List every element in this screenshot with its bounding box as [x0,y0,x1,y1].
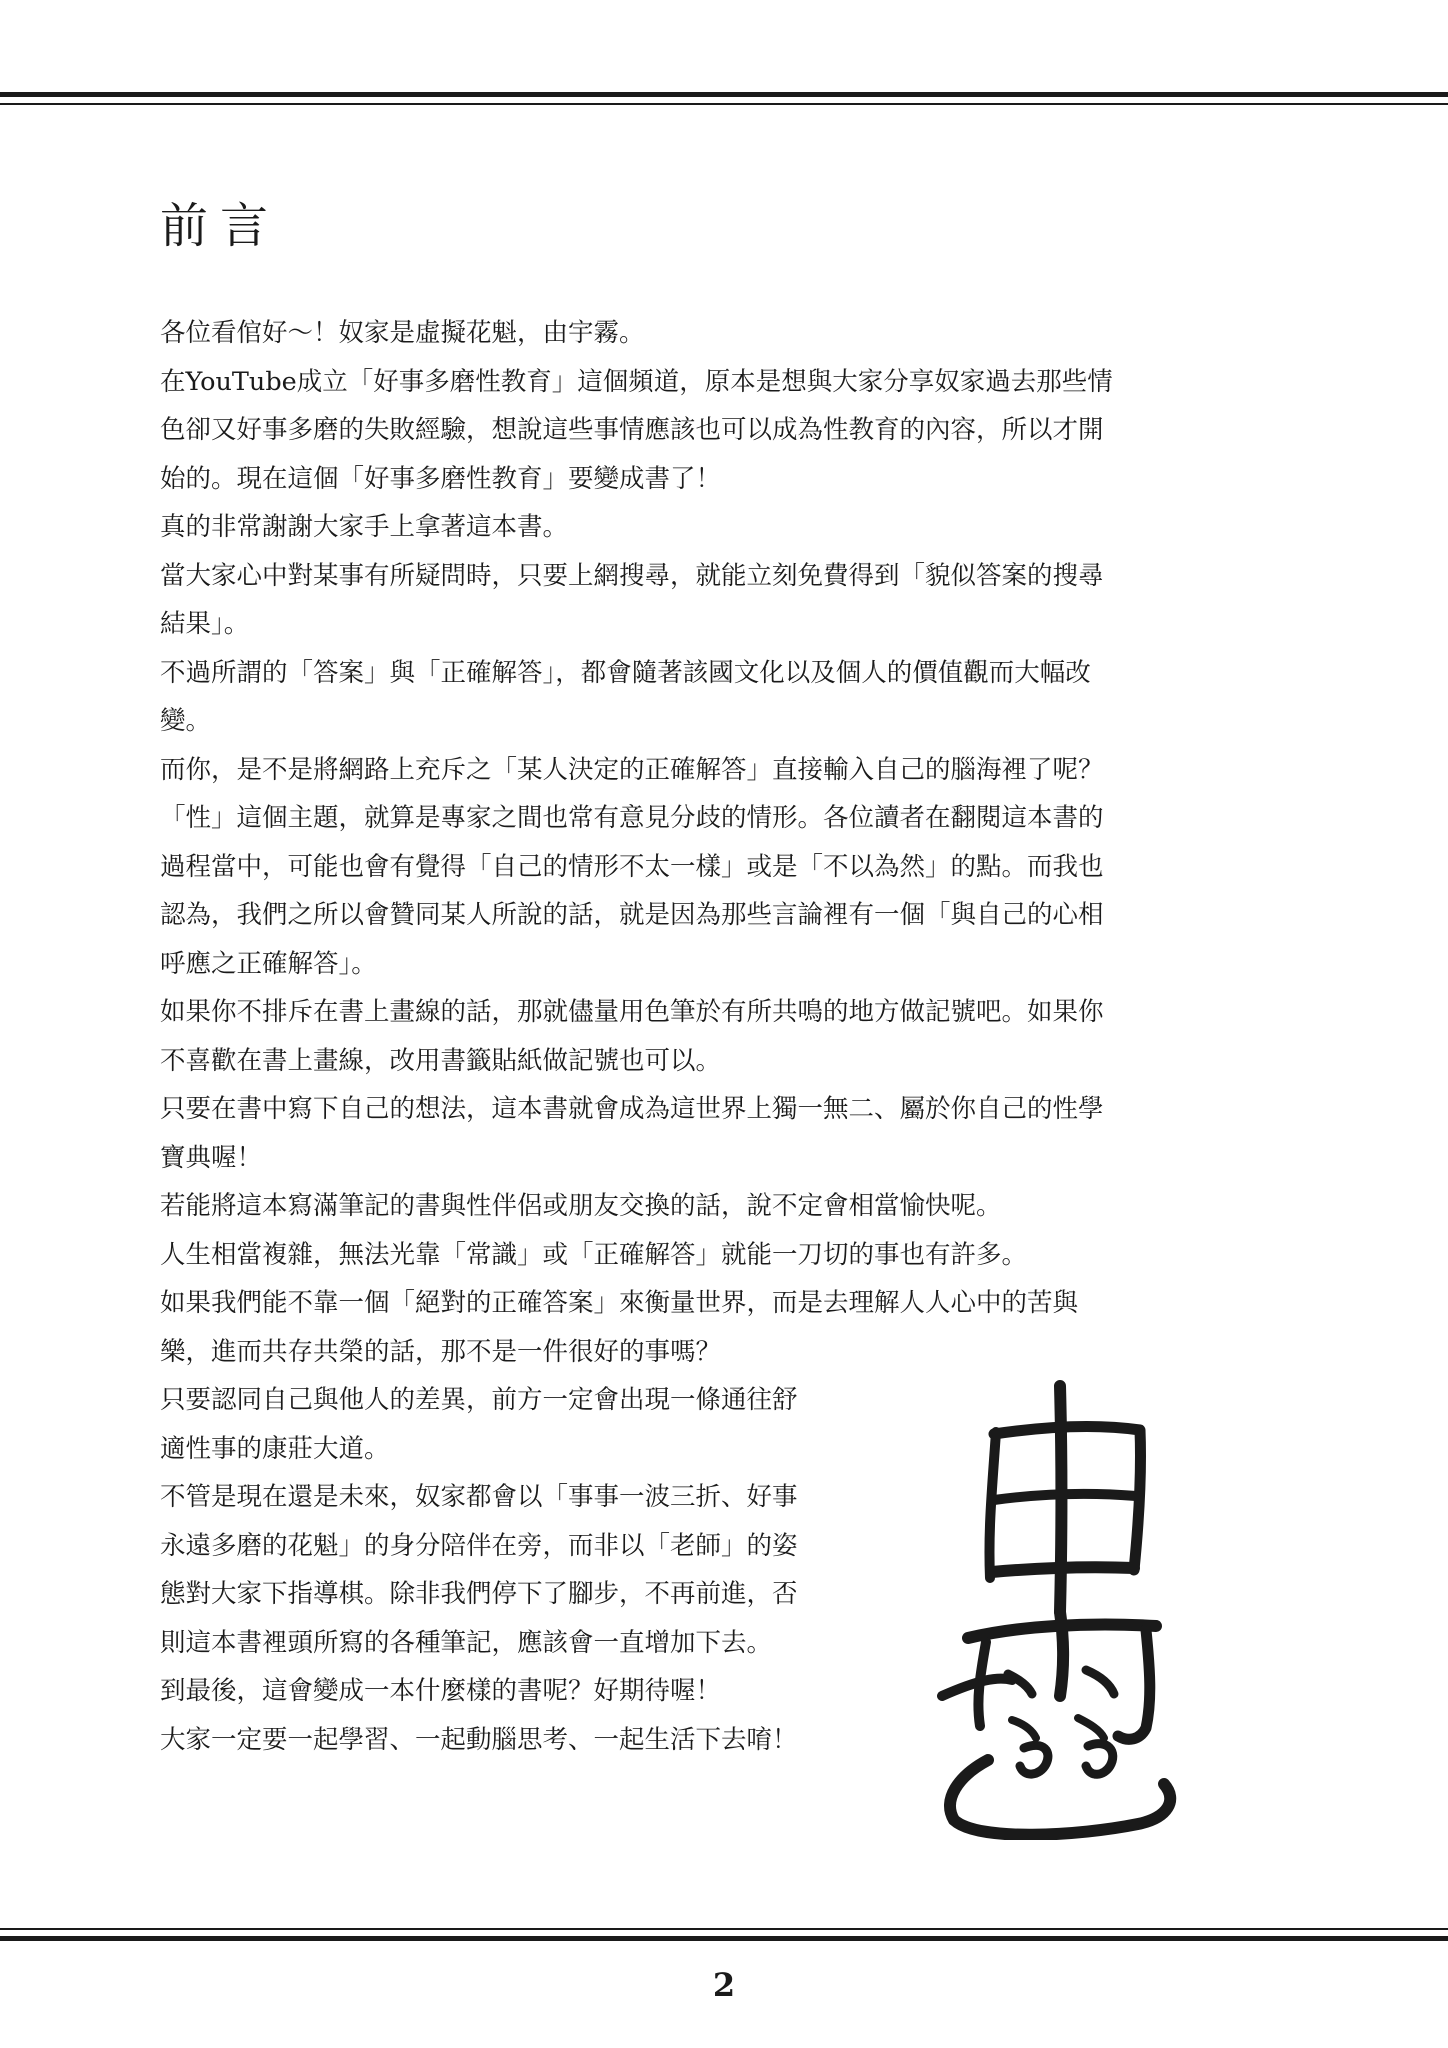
body-line: 「性」這個主題，就算是專家之間也常有意見分歧的情形。各位讀者在翻閱這本書的 [160,803,1104,833]
body-line: 呼應之正確解答」。 [160,948,377,979]
body-line: 色卻又好事多磨的失敗經驗，想說這些事情應該也可以成為性教育的內容，所以才開 [160,415,1104,445]
body-line: 過程當中，可能也會有覺得「自己的情形不太一樣」或是「不以為然」的點。而我也 [160,851,1104,882]
body-line: 各位看倌好～！奴家是虛擬花魁，由宇霧。 [160,318,645,348]
page-number: 2 [712,1966,736,2004]
body-line: 適性事的康莊大道。 [160,1433,390,1464]
body-line: 若能將這本寫滿筆記的書與性伴侶或朋友交換的話，說不定會相當愉快呢。 [160,1191,1002,1221]
body-line: 如果我們能不靠一個「絕對的正確答案」來衡量世界，而是去理解人人心中的苦與 [160,1288,1079,1318]
body-line: 真的非常謝謝大家手上拿著這本書。 [160,512,569,542]
body-line: 如果你不排斥在書上畫線的話，那就儘量用色筆於有所共鳴的地方做記號吧。如果你 [160,997,1104,1027]
body-line: 不過所謂的「答案」與「正確解答」，都會隨著該國文化以及個人的價值觀而大幅改 [160,657,1091,688]
top-border-rule [0,92,1448,108]
body-line: 變。 [160,706,212,736]
body-line: 當大家心中對某事有所疑問時，只要上網搜尋，就能立刻免費得到「貌似答案的搜尋 [160,560,1104,591]
body-line: 只要在書中寫下自己的想法，這本書就會成為這世界上獨一無二、屬於你自己的性學 [160,1094,1104,1124]
body-line: 寶典喔！ [160,1142,263,1173]
body-line: 結果」。 [160,609,250,639]
body-line: 態對大家下指導棋。除非我們停下了腳步，不再前進，否 [160,1579,798,1609]
body-line: 在YouTube成立「好事多磨性教育」這個頻道，原本是想與大家分享奴家過去那些情 [160,366,1113,397]
body-line: 而你，是不是將網路上充斥之「某人決定的正確解答」直接輸入自己的腦海裡了呢？ [160,754,1104,785]
body-line: 則這本書裡頭所寫的各種筆記，應該會一直增加下去。 [160,1627,773,1658]
body-line: 認為，我們之所以會贊同某人所說的話，就是因為那些言論裡有一個「與自己的心相 [160,900,1104,930]
body-line: 到最後，這會變成一本什麼樣的書呢？好期待喔！ [160,1676,722,1706]
bottom-border-rule [0,1928,1448,1944]
body-line: 樂，進而共存共榮的話，那不是一件很好的事嗎？ [160,1336,722,1367]
body-line: 人生相當複雜，無法光靠「常識」或「正確解答」就能一刀切的事也有許多。 [160,1239,1028,1270]
body-line: 永遠多磨的花魁」的身分陪伴在旁，而非以「老師」的姿 [160,1530,798,1561]
body-line: 只要認同自己與他人的差異，前方一定會出現一條通往舒 [160,1385,798,1415]
body-line: 不管是現在還是未來，奴家都會以「事事一波三折、好事 [160,1482,798,1512]
body-line: 大家一定要一起學習、一起動腦思考、一起生活下去唷！ [160,1724,798,1755]
page-title: 前言 [160,198,281,254]
body-line: 不喜歡在書上畫線，改用書籤貼紙做記號也可以。 [160,1045,722,1076]
body-line: 始的。現在這個「好事多磨性教育」要變成書了！ [160,463,722,494]
calligraphy-signature-icon [928,1380,1188,1840]
